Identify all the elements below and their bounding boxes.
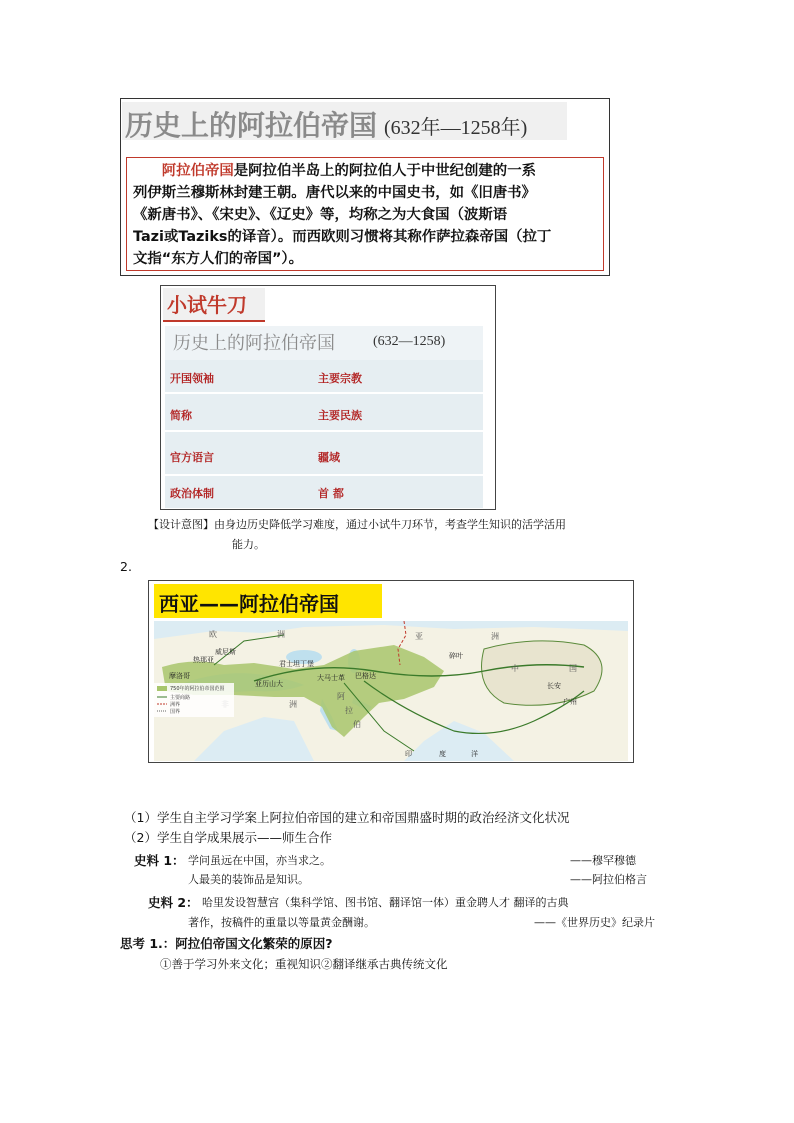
source-1-attribution-2: ——阿拉伯格言 <box>570 873 647 886</box>
field-capital: 首 都 <box>318 487 344 500</box>
legend-empire: 750年的阿拉伯帝国范围 <box>170 686 225 692</box>
field-religion: 主要宗教 <box>318 372 362 385</box>
map-label: 印 <box>405 750 412 758</box>
source-2-text: 哈里发设智慧宫（集科学馆、图书馆、翻译馆一体）重金聘人才 翻译的古典 <box>202 896 569 909</box>
quiz-row <box>165 432 483 474</box>
intro-slide <box>120 98 610 276</box>
legend-continent-border: 洲界 <box>170 702 181 708</box>
quiz-row <box>165 476 483 508</box>
source-2-label: 史料 2： <box>148 895 199 910</box>
map-label: 度 <box>439 750 446 758</box>
map-label: 长安 <box>547 682 561 690</box>
source-2-line-2: 著作，按稿件的重量以等量黄金酬谢。 <box>188 916 375 929</box>
map-label: 威尼斯 <box>215 648 236 656</box>
map-label: 欧 <box>209 630 217 639</box>
map-label: 巴格达 <box>355 672 376 680</box>
map-label: 阿 <box>337 692 345 701</box>
field-territory: 疆域 <box>318 451 340 464</box>
slide-title: 历史上的阿拉伯帝国 <box>125 109 378 142</box>
map-label: 中 <box>511 664 519 673</box>
quiz-slide <box>160 285 496 510</box>
field-short-name: 简称 <box>170 409 192 422</box>
map-label: 伯 <box>353 720 361 729</box>
section-number: 2. <box>120 559 132 574</box>
map-slide <box>148 580 634 763</box>
think-question: 思考 1.：阿拉伯帝国文化繁荣的原因? <box>120 936 333 951</box>
design-note-line-1: 【设计意图】由身边历史降低学习难度，通过小试牛刀环节，考查学生知识的活学活用 <box>148 518 566 531</box>
field-founder: 开国领袖 <box>170 372 214 385</box>
map-label: 洋 <box>471 750 478 758</box>
map-label: 君士坦丁堡 <box>279 660 314 668</box>
source-1-text: 学问虽远在中国，亦当求之。 <box>188 854 331 867</box>
think-answer: ①善于学习外来文化；重视知识②翻译继承古典传统文化 <box>160 957 448 971</box>
source-1-line-2: 人最美的装饰品是知识。 <box>188 873 309 886</box>
legend-country-border: 国界 <box>170 709 181 715</box>
quiz-fields-grid <box>165 360 483 510</box>
quiz-subtitle-bar <box>165 326 483 360</box>
intro-line-2: 列伊斯兰穆斯林封建王朝。唐代以来的中国史书，如《旧唐书》 <box>133 185 536 201</box>
intro-text-box <box>126 157 604 271</box>
intro-line-3: 《新唐书》、《宋史》、《辽史》等，均称之为大食国（波斯语 <box>133 207 508 223</box>
slide-title-years: (632年—1258年) <box>384 117 528 139</box>
intro-highlight: 阿拉伯帝国 <box>161 163 234 179</box>
map-label: 国 <box>569 664 577 673</box>
design-note-line-2: 能力。 <box>232 538 265 551</box>
quiz-subtitle: 历史上的阿拉伯帝国 <box>173 333 335 354</box>
map-label: 广州 <box>563 698 577 706</box>
quiz-row <box>165 360 483 392</box>
map-label: 亚历山大 <box>255 680 283 688</box>
map-label: 洲 <box>289 700 297 709</box>
activity-2: （2）学生自学成果展示——师生合作 <box>124 830 332 845</box>
map-banner-text: 西亚——阿拉伯帝国 <box>159 592 339 616</box>
field-government: 政治体制 <box>170 487 214 500</box>
legend-trade-route: 主要商路 <box>170 695 191 701</box>
quiz-subtitle-years: (632—1258) <box>373 334 446 349</box>
map-label: 亚 <box>415 632 423 641</box>
intro-paragraph <box>133 160 597 270</box>
intro-line-5: 文指“东方人们的帝国”）。 <box>133 251 304 267</box>
field-ethnic: 主要民族 <box>318 409 362 422</box>
source-1-attribution: ——穆罕穆德 <box>570 854 636 867</box>
map-label: 洲 <box>491 632 499 641</box>
map-banner <box>154 584 382 618</box>
map-label: 洲 <box>277 630 285 639</box>
field-language: 官方语言 <box>170 451 214 464</box>
map-label: 热那亚 <box>193 656 214 664</box>
map-label: 大马士革 <box>317 674 345 682</box>
quiz-row <box>165 394 483 430</box>
slide-title-bar <box>122 102 567 140</box>
source-2-attribution: ——《世界历史》纪录片 <box>534 916 655 929</box>
source-1-label: 史料 1： <box>134 853 185 868</box>
quiz-heading: 小试牛刀 <box>167 293 247 317</box>
map-label: 拉 <box>345 706 353 715</box>
intro-line-1: 是阿拉伯半岛上的阿拉伯人于中世纪创建的一系 <box>233 163 536 179</box>
map-label: 摩洛哥 <box>169 672 190 680</box>
map-legend <box>154 683 234 717</box>
activity-1: （1）学生自主学习学案上阿拉伯帝国的建立和帝国鼎盛时期的政治经济文化状况 <box>124 810 570 825</box>
quiz-heading-box <box>163 288 265 322</box>
intro-line-4: Tazi或Taziks的译音）。而西欧则习惯将其称作萨拉森帝国（拉丁 <box>133 229 552 245</box>
map-label: 碎叶 <box>449 652 463 660</box>
